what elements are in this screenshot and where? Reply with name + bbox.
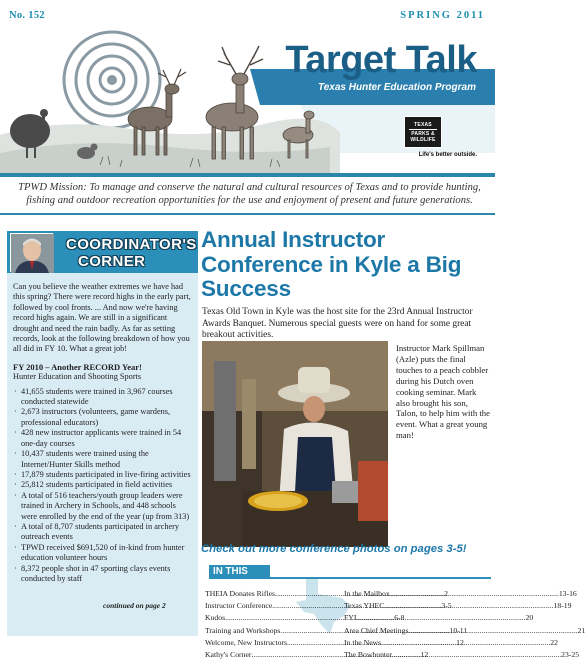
stats-item: · A total of 516 teachers/youth group leaders were trained in Archery in Schools, and 448 schools were enrolled by the end of the year (up from 313) xyxy=(13,491,193,522)
logo-line: PARKS & xyxy=(411,130,435,137)
in-this-issue-rule xyxy=(209,577,491,579)
tpwd-tagline: Life's better outside. xyxy=(418,152,477,158)
toc-page: 10-11 xyxy=(449,625,468,635)
in-this-issue-heading: IN THIS ISSUE xyxy=(209,565,270,578)
toc-label: Kathy's Corner xyxy=(205,650,252,660)
section-divider xyxy=(0,213,495,215)
photo-caption: Instructor Mark Spillman (Azle) puts the final touches to a peach cobbler during his Dutch oven cooking seminar. Mark also brought his son, Talon, to help him with the event. What a great young man! xyxy=(396,343,490,441)
fy-heading: FY 2010 – Another RECORD Year! xyxy=(13,361,142,372)
stats-item: · TPWD received $691,520 of in-kind from hunter education volunteer hours xyxy=(13,543,193,564)
conference-photo xyxy=(202,341,388,547)
toc-label: Texas YHEC xyxy=(344,601,385,611)
toc-label: In the News xyxy=(344,637,382,647)
toc-page: 6-8 xyxy=(394,613,405,623)
newsletter-subtitle: Texas Hunter Education Program xyxy=(318,82,476,93)
fy-subheading: Hunter Education and Shooting Sports xyxy=(13,372,142,382)
toc-page: 3-5 xyxy=(441,601,452,611)
mission-statement: TPWD Mission: To manage and conserve the natural and cultural resources of Texas and to provide hunting, fishing and outdoor recreation opportunities for the use and enjoyment of present and future generations. xyxy=(18,182,481,206)
toc-page: 22 xyxy=(550,637,558,647)
coordinator-title: COORDINATOR'S xyxy=(66,236,197,253)
stats-list xyxy=(13,387,193,585)
toc-entry[interactable] xyxy=(344,600,572,612)
toc-label: Kudos xyxy=(205,613,226,623)
stats-item: · 2,673 instructors (volunteers, game wardens, professional educators) xyxy=(13,407,193,428)
coordinator-intro: Can you believe the weather extremes we have had this spring? There were record highs in the early part, followed by cool fronts. ... And now we're having record highs again. We are still in a significant drought and need the rain badly. As far as setting records, look at the following breakdown of how you all did in FY 10. What a great job! xyxy=(13,282,191,354)
tpwd-logo xyxy=(404,116,442,148)
toc-page: 12 xyxy=(456,637,464,647)
toc-label: THEIA Donates Rifles xyxy=(205,589,276,598)
toc-entry[interactable] xyxy=(344,637,558,649)
toc-page: 2 xyxy=(444,589,448,598)
masthead-banner xyxy=(0,25,495,173)
toc-label: The Bowhunter xyxy=(344,650,393,660)
toc-entry[interactable] xyxy=(344,612,534,624)
toc-page: 12 xyxy=(420,650,429,660)
stats-item: · 10,437 students were trained using the Internet/Hunter Skills method xyxy=(13,449,193,470)
toc-label: In the Mailbox xyxy=(344,589,390,598)
newsletter-title: Target Talk xyxy=(285,39,477,81)
toc-page: 21 xyxy=(577,625,585,635)
toc-label: Instructor Conference xyxy=(205,601,273,611)
coordinator-body xyxy=(13,282,193,584)
toc-entry[interactable] xyxy=(344,625,585,637)
toc-label: Welcome, New Instructors xyxy=(205,637,287,647)
article-lead: Texas Old Town in Kyle was the host site for the 23rd Annual Instructor Awards Banquet. Numerous special guests were on hand for some great breakout activities. xyxy=(202,307,473,341)
masthead-divider xyxy=(0,173,495,177)
toc-page: 23-25 xyxy=(561,650,580,660)
toc-label: Training and Workshops xyxy=(205,625,281,635)
logo-line: WILDLIFE xyxy=(410,136,436,143)
more-photos-link[interactable]: Check out more conference photos on pages 3-5! xyxy=(201,543,467,555)
stats-item: · A total of 8,707 students participated in archery outreach events xyxy=(13,522,193,543)
stats-item: · 8,372 people shot in 47 sporting clays events conducted by staff xyxy=(13,564,193,585)
continued-note: continued on page 2 xyxy=(103,601,166,610)
coordinator-portrait xyxy=(10,233,53,272)
toc-column-right xyxy=(344,588,585,661)
stats-item: · 25,812 students participated in field activities xyxy=(13,480,193,490)
issue-number: No. 152 xyxy=(9,10,45,21)
logo-line: TEXAS xyxy=(414,121,432,128)
stats-item: · 17,879 students participated in live-firing activities xyxy=(13,470,193,480)
toc-entry[interactable] xyxy=(344,649,580,661)
toc-page: 20 xyxy=(525,613,534,623)
issue-season: SPRING 2011 xyxy=(400,10,485,21)
toc-page: 18-19 xyxy=(553,601,572,611)
stats-item: · 428 new instructor applicants were trained in 54 one-day courses xyxy=(13,428,193,449)
toc-label: FYI xyxy=(344,613,357,623)
article-title: Annual Instructor Conference in Kyle a Big Success xyxy=(201,227,462,301)
toc-entry[interactable] xyxy=(344,588,577,600)
coordinator-title: CORNER xyxy=(78,253,146,270)
stats-item: · 41,655 students were trained in 3,967 courses conducted statewide xyxy=(13,387,193,408)
toc-page: 13-16 xyxy=(558,589,577,598)
toc-label: Area Chief Meetings xyxy=(344,625,409,635)
